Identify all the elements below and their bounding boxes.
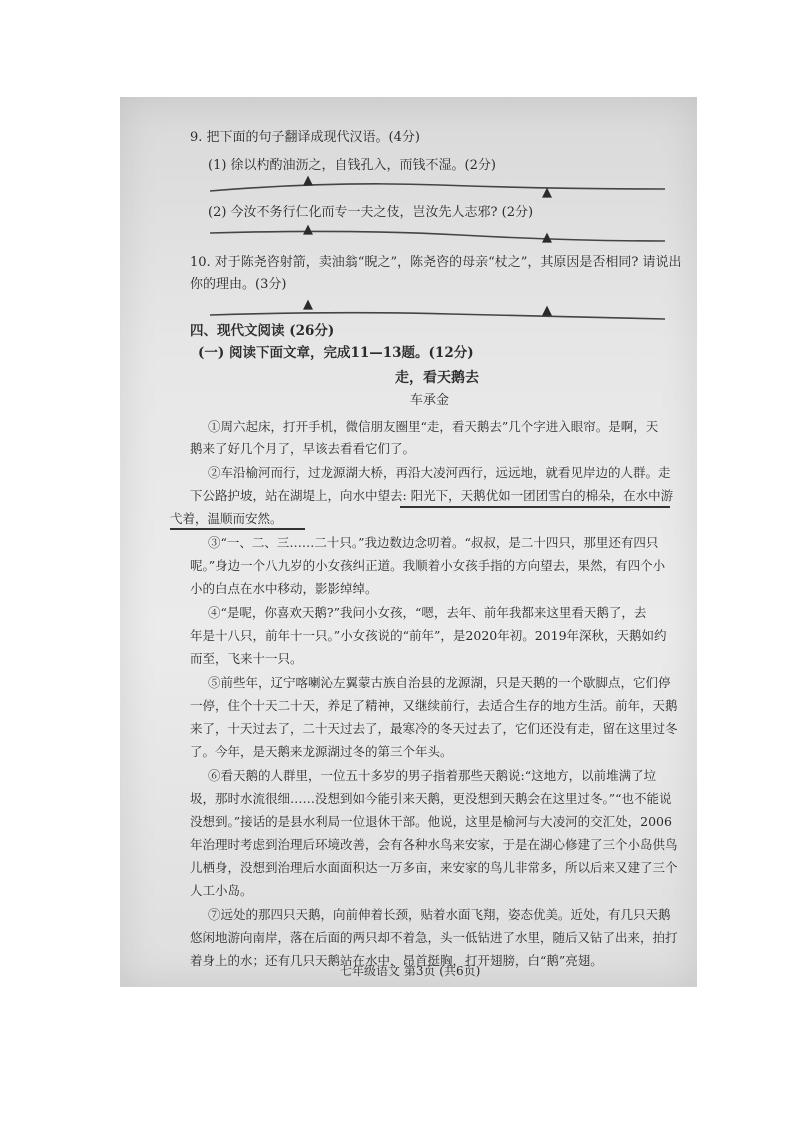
paragraph-5-line-3: 来了，十天过去了，二十天过去了，最寒冷的冬天过去了，它们还没有走，留在这里过冬 xyxy=(190,721,678,736)
paragraph-4-line-3: 而至，飞来十一只。 xyxy=(190,651,303,666)
article-title: 走，看天鹅去 xyxy=(395,370,479,386)
paragraph-5-line-2: 一停，住个十天二十天，养足了精神，又继续前行，去适合生存的地方生活。前年，天鹅 xyxy=(190,698,678,713)
answer-marker: ▲ xyxy=(542,185,552,200)
paragraph-3-line-3: 小的白点在水中移动，影影绰绰。 xyxy=(190,581,378,596)
paragraph-7-line-3: 着身上的水；还有几只天鹅站在水中，昂首挺胸，打开翅膀，白“鹅”亮翅。 xyxy=(190,953,603,968)
paragraph-7-line-1: ⑦远处的那四只天鹅，向前伸着长颈，贴着水面飞翔，姿态优美。近处，有几只天鹅 xyxy=(208,907,671,922)
q10-line-1: 10. 对于陈尧咨射箭，卖油翁“睨之”，陈尧咨的母亲“杖之”，其原因是否相同? 请说出 xyxy=(190,255,682,270)
paragraph-2-line-1: ②车沿榆河而行，过龙源湖大桥，再沿大凌河西行，远远地，就看见岸边的人群。走 xyxy=(208,465,671,480)
q10-line-2: 你的理由。(3分) xyxy=(190,277,287,292)
paragraph-2-line-2: 下公路护坡，站在湖堤上，向水中望去: 阳光下，天鹅优如一团团雪白的棉朵，在水中游 xyxy=(190,488,674,503)
answer-marker: ▲ xyxy=(303,173,313,188)
paragraph-6-line-6: 人工小岛。 xyxy=(190,883,253,898)
answer-marker: ▲ xyxy=(542,230,552,245)
paragraph-6-line-5: 儿栖身，没想到治理后水面面积达一万多亩，来安家的鸟儿非常多，所以后来又建了三个 xyxy=(190,860,678,875)
paragraph-5-line-1: ⑤前些年，辽宁喀喇沁左翼蒙古族自治县的龙源湖，只是天鹅的一个歇脚点，它们停 xyxy=(208,675,671,690)
paragraph-2-line-3: 弋着，温顺而安然。 xyxy=(170,511,283,526)
answer-marker: ▲ xyxy=(303,222,313,237)
answer-line-3 xyxy=(210,301,670,323)
paragraph-4-line-2: 年是十八只，前年十一只。”小女孩说的“前年”，是2020年初。2019年深秋，天鹅如约 xyxy=(190,628,667,643)
pen-underline xyxy=(170,528,305,530)
answer-line-2 xyxy=(210,223,670,245)
q9-item-2: (2) 今汝不务行仁化而专一夫之伎，岂汝先人志邪? (2分) xyxy=(208,205,534,220)
paragraph-4-line-1: ④“是呢，你喜欢天鹅?”我问小女孩，“嗯，去年、前年我都来这里看天鹅了，去 xyxy=(208,605,647,620)
q9-prompt: 9. 把下面的句子翻译成现代汉语。(4分) xyxy=(190,130,420,145)
paragraph-6-line-2: 圾，那时水流很细……没想到如今能引来天鹅，更没想到天鹅会在这里过冬。”“也不能说 xyxy=(190,791,672,806)
paragraph-6-line-4: 年治理时考虑到治理后环境改善，会有各种水鸟来安家，于是在湖心修建了三个小岛供鸟 xyxy=(190,837,678,852)
scanned-exam-page xyxy=(120,97,697,987)
paragraph-3-line-2: 呢。”身边一个八九岁的小女孩纠正道。我顺着小女孩手指的方向望去，果然，有四个小 xyxy=(190,558,666,573)
paragraph-1-line-1: ①周六起床，打开手机，微信朋友圈里“走，看天鹅去”几个字进入眼帘。是啊，天 xyxy=(208,419,659,434)
answer-marker: ▲ xyxy=(542,303,552,318)
page-footer: 七年级语文 第3页 (共6页) xyxy=(340,964,481,978)
q9-item-1: (1) 徐以杓酌油沥之，自钱孔入，而钱不湿。(2分) xyxy=(208,158,496,173)
paragraph-7-line-2: 悠闲地游向南岸，落在后面的两只却不着急，头一低钻进了水里，随后又钻了出来，拍打 xyxy=(190,930,678,945)
article-author: 车承金 xyxy=(410,393,450,408)
answer-line-1 xyxy=(210,173,670,195)
paragraph-6-line-1: ⑥看天鹅的人群里，一位五十多岁的男子指着那些天鹅说:“这地方，以前堆满了垃 xyxy=(208,768,657,783)
paragraph-6-line-3: 没想到。”接话的是县水利局一位退休干部。他说，这里是榆河与大凌河的交汇处，2006 xyxy=(190,814,672,829)
answer-marker: ▲ xyxy=(303,297,313,312)
pen-underline xyxy=(400,506,670,508)
section-sub-heading: (一) 阅读下面文章，完成11—13题。(12分) xyxy=(198,345,474,361)
paragraph-3-line-1: ③“一、二、三……二十只。”我边数边念叨着。“叔叔，是二十四只，那里还有四只 xyxy=(208,535,659,550)
section-heading: 四、现代文阅读 (26分) xyxy=(190,323,335,339)
paragraph-5-line-4: 了。今年，是天鹅来龙源湖过冬的第三个年头。 xyxy=(190,744,453,759)
paragraph-1-line-2: 鹅来了好几个月了，早该去看看它们了。 xyxy=(190,441,416,456)
